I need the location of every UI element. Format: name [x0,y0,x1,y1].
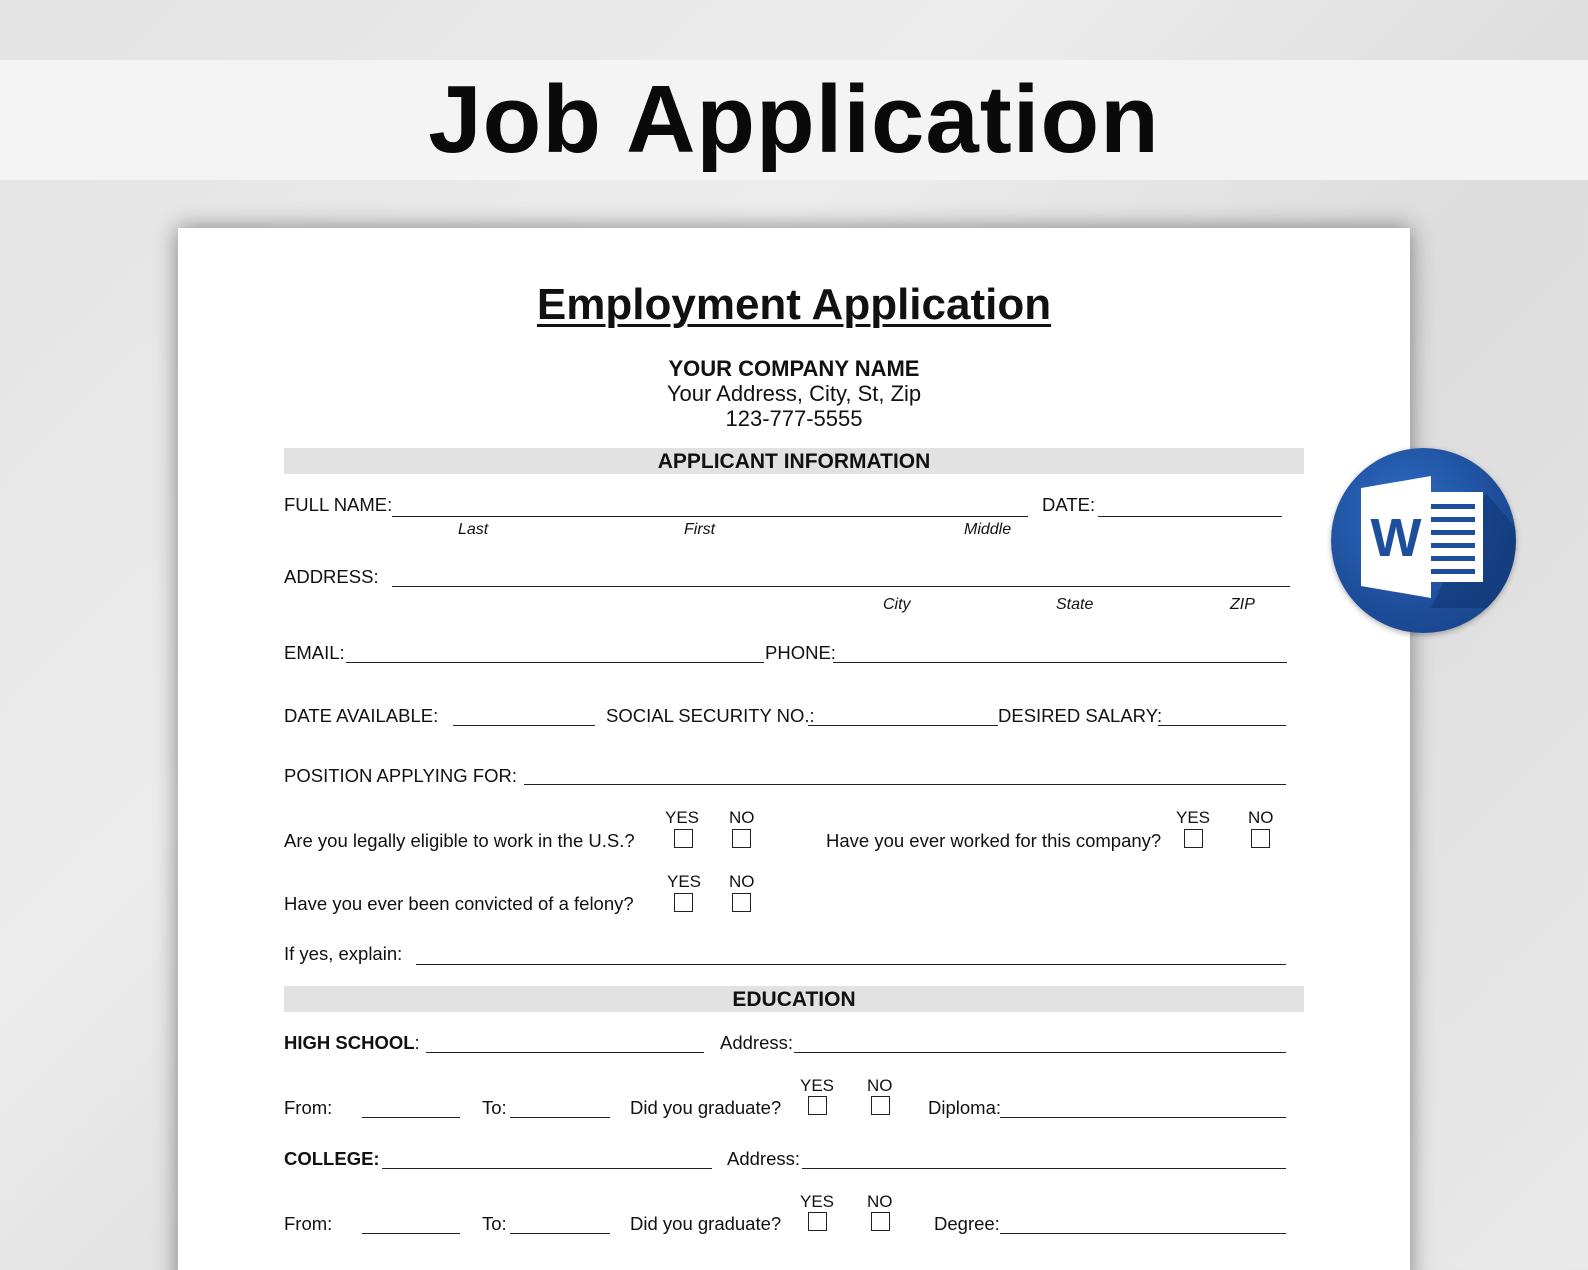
question-felony: Have you ever been convicted of a felony? [284,893,634,914]
hs-to-field[interactable] [510,1117,610,1118]
explain-field[interactable] [416,964,1286,965]
eligible-no-checkbox[interactable] [732,829,751,848]
worked-no-label: NO [1248,808,1274,827]
hint-zip: ZIP [1230,596,1255,613]
address-label: ADDRESS: [284,566,379,587]
full-name-field[interactable] [392,516,1028,517]
hs-graduate-no-label: NO [867,1076,893,1095]
degree-field[interactable] [1000,1233,1286,1234]
hs-to-label: To: [482,1097,507,1118]
document-page [178,228,1410,1270]
hs-graduate-no-checkbox[interactable] [871,1096,890,1115]
eligible-no-label: NO [729,808,755,827]
high-school-label: HIGH SCHOOL [284,1032,415,1053]
hs-graduate-yes-label: YES [800,1076,835,1095]
explain-label: If yes, explain: [284,943,403,964]
desired-salary-field[interactable] [1158,725,1286,726]
hint-city: City [883,596,911,613]
ssn-label: SOCIAL SECURITY NO.: [606,705,815,726]
email-field[interactable] [346,662,764,663]
worked-yes-checkbox[interactable] [1184,829,1203,848]
hs-from-label: From: [284,1097,333,1118]
date-label: DATE: [1042,494,1096,515]
diploma-field[interactable] [1000,1117,1286,1118]
felony-yes-label: YES [667,872,702,891]
college-address-field[interactable] [802,1168,1286,1169]
desired-salary-label: DESIRED SALARY: [998,705,1163,726]
college-graduate-yes-checkbox[interactable] [808,1212,827,1231]
college-to-label: To: [482,1213,507,1234]
document-title: Employment Application [536,280,1052,329]
question-worked-before: Have you ever worked for this company? [826,830,1162,851]
felony-yes-checkbox[interactable] [674,893,693,912]
address-field[interactable] [392,586,1290,587]
phone-label: PHONE: [765,642,836,663]
hint-middle: Middle [964,521,1012,538]
hint-last: Last [458,521,489,538]
high-school-field[interactable] [426,1052,704,1053]
section-header-applicant: APPLICANT INFORMATION [284,448,1304,474]
high-school-address-field[interactable] [794,1052,1286,1053]
college-field[interactable] [382,1168,712,1169]
email-label: EMAIL: [284,642,345,663]
college-graduate-no-label: NO [867,1192,893,1211]
college-graduate-no-checkbox[interactable] [871,1212,890,1231]
college-to-field[interactable] [510,1233,610,1234]
phone-field[interactable] [833,662,1287,663]
eligible-yes-label: YES [665,808,700,827]
worked-no-checkbox[interactable] [1251,829,1270,848]
date-field[interactable] [1098,516,1282,517]
company-phone: 123-777-5555 [725,406,863,431]
college-graduate-question: Did you graduate? [630,1213,782,1234]
college-from-field[interactable] [362,1233,460,1234]
full-name-label: FULL NAME: [284,494,393,515]
high-school-address-label: Address: [720,1032,794,1053]
microsoft-word-icon [1331,448,1516,633]
date-available-field[interactable] [453,725,595,726]
hint-state: State [1056,596,1094,613]
felony-no-checkbox[interactable] [732,893,751,912]
high-school-colon: : [414,1032,420,1053]
worked-yes-label: YES [1176,808,1211,827]
hint-first: First [684,521,716,538]
college-from-label: From: [284,1213,333,1234]
company-address: Your Address, City, St, Zip [666,381,922,406]
position-field[interactable] [524,784,1286,785]
diploma-label: Diploma: [928,1097,1001,1118]
hs-graduate-yes-checkbox[interactable] [808,1096,827,1115]
date-available-label: DATE AVAILABLE: [284,705,439,726]
college-address-label: Address: [727,1148,801,1169]
hs-from-field[interactable] [362,1117,460,1118]
banner-title: Job Application [428,66,1160,173]
svg-text:W: W [1370,508,1422,568]
hs-graduate-question: Did you graduate? [630,1097,782,1118]
high-school-label-wrap [284,1032,420,1054]
section-header-education: EDUCATION [284,986,1304,1012]
degree-label: Degree: [934,1213,1000,1234]
question-eligible: Are you legally eligible to work in the U.S.? [284,830,635,851]
ssn-field[interactable] [808,725,998,726]
felony-no-label: NO [729,872,755,891]
college-graduate-yes-label: YES [800,1192,835,1211]
banner [0,60,1588,180]
college-label: COLLEGE: [284,1148,380,1169]
company-name: YOUR COMPANY NAME [668,356,920,381]
eligible-yes-checkbox[interactable] [674,829,693,848]
position-label: POSITION APPLYING FOR: [284,765,518,786]
word-logo-graphic [1331,448,1516,633]
